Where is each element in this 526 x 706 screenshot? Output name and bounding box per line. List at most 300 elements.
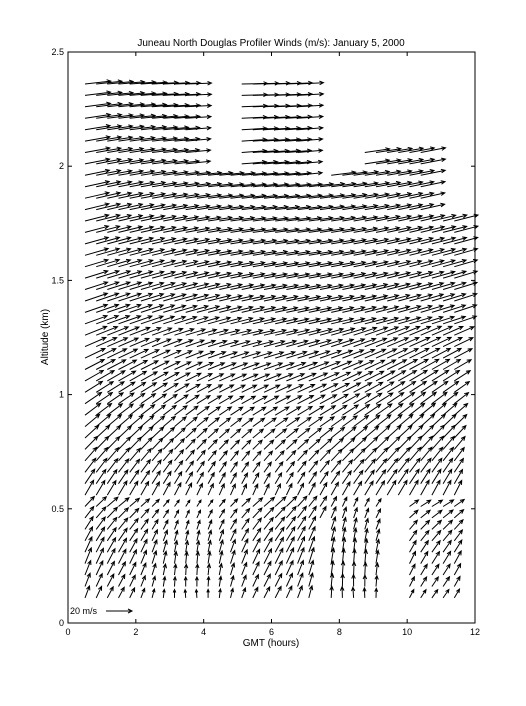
wind-vector — [286, 497, 296, 507]
wind-vector — [342, 517, 346, 529]
wind-vector — [286, 484, 292, 496]
wind-vector — [186, 483, 192, 495]
wind-vector — [454, 520, 463, 530]
wind-vector — [331, 372, 350, 381]
wind-vector — [421, 500, 431, 506]
wind-vector — [107, 426, 120, 438]
wind-vector — [264, 574, 270, 586]
x-tick-label: 12 — [469, 627, 481, 637]
wind-vector — [96, 338, 117, 347]
wind-vector — [130, 509, 139, 518]
wind-vector — [286, 440, 296, 450]
wind-vector — [85, 586, 90, 598]
wind-vector — [119, 549, 126, 563]
wind-vector — [432, 326, 452, 335]
wind-vector — [443, 530, 452, 541]
wind-vector — [432, 500, 443, 506]
wind-vector — [331, 460, 341, 472]
wind-vector — [376, 509, 381, 518]
wind-vector — [342, 449, 353, 461]
wind-vector — [264, 451, 272, 461]
wind-vector — [242, 407, 254, 415]
wind-vector — [410, 359, 429, 369]
wind-vector — [410, 577, 415, 587]
wind-vector — [85, 293, 107, 301]
wind-vector — [186, 329, 205, 335]
wind-vector — [242, 563, 247, 575]
wind-vector — [186, 450, 195, 461]
wind-vector — [163, 316, 185, 324]
wind-vector — [242, 440, 251, 449]
wind-vector — [242, 418, 253, 426]
wind-vector — [320, 428, 333, 438]
wind-vector — [152, 438, 163, 449]
wind-vector — [163, 551, 167, 563]
wind-vector — [443, 577, 449, 587]
wind-vector — [141, 316, 163, 324]
wind-vector — [432, 425, 445, 438]
wind-vector — [331, 438, 343, 449]
wind-vector — [354, 361, 374, 370]
wind-vector — [286, 507, 296, 518]
wind-vector — [186, 531, 189, 541]
wind-vector — [309, 461, 318, 472]
wind-vector — [242, 429, 252, 438]
wind-vector — [410, 590, 414, 598]
wind-vector — [443, 338, 462, 347]
wind-vector — [175, 406, 188, 415]
wind-vector — [298, 506, 307, 518]
wind-vector — [231, 551, 236, 564]
wind-vector — [219, 329, 239, 335]
wind-vector — [387, 437, 400, 450]
x-tick-label: 10 — [402, 627, 413, 637]
wind-vector — [421, 541, 429, 553]
wind-vector — [365, 338, 387, 347]
wind-vector — [219, 564, 223, 575]
wind-vector — [365, 498, 369, 506]
wind-vector — [454, 510, 463, 518]
wind-vector — [185, 541, 189, 553]
wind-vector — [354, 508, 358, 518]
wind-vector — [175, 439, 185, 450]
wind-vector — [186, 521, 189, 530]
wind-vector — [163, 510, 168, 518]
wind-vector — [454, 338, 473, 347]
wind-vector — [197, 451, 205, 461]
wind-vector — [231, 396, 244, 404]
wind-vector — [432, 541, 440, 553]
wind-vector — [208, 520, 212, 529]
wind-vector — [219, 484, 224, 495]
wind-vector — [96, 349, 116, 359]
wind-vector — [331, 171, 355, 175]
wind-vector — [443, 425, 455, 438]
wind-vector — [196, 541, 200, 553]
wind-vector — [443, 541, 451, 553]
wind-vector — [398, 338, 419, 347]
wind-vector — [320, 507, 326, 518]
wind-vector — [85, 270, 108, 278]
wind-vector — [107, 587, 113, 598]
wind-vector — [186, 417, 197, 426]
wind-vector — [219, 510, 224, 518]
wind-vector — [85, 497, 94, 507]
wind-vector — [130, 498, 140, 506]
y-tick-label: 2 — [58, 161, 64, 172]
wind-vector — [340, 587, 344, 598]
wind-vector — [107, 293, 130, 301]
wind-vector — [454, 327, 474, 336]
wind-vectors — [85, 80, 478, 598]
wind-vector — [231, 440, 240, 449]
wind-vector — [107, 360, 125, 370]
wind-vector — [376, 529, 380, 541]
wind-vector — [286, 462, 294, 473]
wind-vector — [175, 450, 184, 461]
wind-vector — [242, 588, 246, 598]
wind-vector — [342, 438, 354, 449]
wind-vector — [275, 340, 296, 346]
wind-vector — [85, 102, 111, 107]
wind-vector — [152, 589, 155, 598]
wind-vector — [141, 563, 146, 575]
wind-vector — [275, 484, 280, 495]
wind-vector — [331, 507, 336, 518]
wind-vector — [342, 350, 363, 358]
wind-vector — [141, 438, 152, 450]
wind-vector — [231, 576, 235, 587]
wind-vector — [365, 481, 373, 495]
wind-vector — [286, 451, 295, 461]
wind-vector — [454, 576, 460, 586]
wind-vector — [410, 510, 418, 518]
wind-vector — [208, 510, 212, 518]
wind-vector — [410, 520, 418, 529]
wind-vector — [175, 483, 181, 495]
wind-vector — [275, 586, 281, 598]
wind-vector — [354, 518, 358, 529]
wind-vector — [195, 577, 198, 587]
wind-vector — [85, 425, 99, 438]
wind-vector — [286, 340, 307, 347]
wind-vector — [186, 439, 195, 449]
wind-vector — [163, 328, 182, 335]
wind-vector — [175, 417, 187, 427]
wind-vector — [119, 327, 140, 335]
wind-vector — [163, 530, 167, 541]
wind-vector — [242, 473, 248, 484]
wind-vector — [421, 510, 430, 518]
wind-vector — [421, 520, 430, 529]
wind-vector — [152, 328, 172, 335]
wind-vector — [219, 589, 222, 598]
wind-vector — [185, 552, 189, 564]
wind-vector — [365, 437, 378, 449]
wind-vector — [286, 561, 293, 575]
wind-vector — [107, 561, 114, 575]
wind-vector — [298, 472, 305, 483]
wind-vector — [152, 460, 161, 472]
wind-vector — [107, 338, 127, 347]
wind-vector — [130, 426, 142, 438]
wind-vector — [197, 500, 201, 506]
wind-vector — [320, 483, 327, 495]
wind-vector — [186, 305, 208, 312]
wind-vector — [107, 437, 119, 450]
wind-vector — [253, 498, 263, 507]
wind-vector — [152, 551, 157, 564]
wind-vector — [432, 577, 438, 587]
wind-vector — [107, 507, 117, 518]
wind-vector — [421, 359, 439, 369]
wind-vector — [186, 428, 196, 438]
wind-vector — [85, 181, 109, 187]
wind-vector — [152, 449, 162, 461]
wind-vector — [376, 437, 389, 450]
y-tick-label: 2.5 — [51, 47, 64, 57]
wind-vector — [264, 429, 275, 438]
wind-vector — [309, 506, 316, 518]
wind-vector — [275, 574, 282, 587]
wind-vector — [208, 440, 217, 450]
wind-vector — [152, 416, 164, 427]
wind-vector — [85, 371, 103, 381]
wind-vector — [141, 589, 145, 598]
wind-vector — [196, 552, 200, 564]
wind-vector — [320, 472, 328, 484]
wind-vector — [186, 500, 190, 506]
wind-vector — [219, 576, 222, 586]
wind-vector — [107, 316, 129, 324]
wind-vector — [365, 508, 369, 518]
wind-vector — [298, 351, 319, 358]
wind-vector — [207, 589, 210, 598]
wind-vector — [119, 293, 142, 301]
wind-vector — [376, 349, 397, 358]
wind-vector — [208, 484, 213, 495]
wind-vector — [175, 520, 179, 529]
wind-vector — [286, 429, 298, 438]
wind-vector — [175, 461, 183, 473]
wind-vector — [130, 316, 152, 324]
wind-vector — [242, 509, 250, 518]
wind-vector — [85, 259, 108, 267]
wind-vector — [130, 338, 149, 346]
wind-vector — [398, 360, 417, 370]
wind-vector — [208, 451, 216, 461]
wind-vector — [264, 341, 285, 347]
reference-vector-label: 20 m/s — [70, 606, 98, 616]
wind-vector — [119, 338, 139, 347]
wind-vector — [309, 373, 328, 381]
x-tick-label: 2 — [133, 627, 139, 637]
wind-vector — [85, 136, 110, 141]
wind-vector — [342, 361, 362, 370]
wind-vector — [163, 460, 172, 472]
wind-vector — [152, 316, 174, 324]
wind-vector — [253, 440, 262, 449]
wind-vector — [208, 317, 230, 324]
wind-vector — [432, 520, 441, 529]
wind-vector — [253, 451, 261, 461]
wind-vector — [410, 531, 417, 541]
wind-vector — [364, 562, 368, 575]
wind-vector — [85, 192, 109, 198]
wind-vector — [275, 407, 289, 415]
wind-vector — [130, 588, 135, 598]
wind-vector — [398, 371, 416, 381]
wind-vector — [242, 330, 263, 336]
wind-vector — [96, 481, 105, 496]
wind-vector — [197, 396, 210, 404]
wind-vector — [421, 577, 427, 587]
wind-vector — [454, 540, 462, 552]
wind-vector — [443, 327, 463, 336]
wind-vector — [141, 339, 160, 347]
wind-vector — [175, 305, 197, 312]
wind-vector — [130, 563, 136, 576]
wind-vector — [454, 564, 460, 575]
wind-vector — [432, 564, 439, 575]
wind-vector — [352, 587, 355, 598]
wind-vector — [253, 473, 259, 484]
wind-vector — [219, 462, 226, 472]
wind-vector — [253, 518, 261, 529]
wind-vector — [398, 326, 420, 335]
wind-vector — [152, 530, 157, 541]
wind-vector — [175, 500, 180, 506]
wind-vector — [186, 395, 199, 404]
wind-vector — [152, 482, 159, 495]
wind-vector — [421, 425, 434, 438]
wind-vector — [365, 519, 369, 530]
wind-vector — [141, 519, 148, 529]
wind-vector — [354, 383, 372, 393]
wind-vector — [365, 448, 377, 461]
chart-title: Juneau North Douglas Profiler Winds (m/s): January 5, 2000 — [137, 38, 405, 49]
wind-vector — [208, 462, 215, 473]
wind-vector — [174, 552, 178, 564]
wind-vector — [208, 530, 212, 541]
y-tick-label: 1 — [58, 389, 64, 400]
wind-vector — [309, 417, 323, 427]
wind-vector — [207, 577, 210, 587]
wind-vector — [174, 541, 178, 553]
wind-vector — [342, 383, 360, 392]
wind-vector — [197, 407, 209, 416]
wind-vector — [275, 418, 287, 427]
wind-vector — [96, 360, 115, 370]
x-tick-label: 8 — [336, 627, 342, 637]
wind-vector — [275, 561, 282, 575]
wind-vector — [275, 352, 295, 359]
wind-vector — [443, 520, 452, 529]
wind-vector — [231, 429, 241, 438]
wind-vector — [298, 428, 310, 438]
wind-vector — [443, 414, 456, 426]
wind-vector — [85, 349, 105, 359]
wind-vector — [130, 448, 141, 461]
wind-vector — [443, 500, 454, 507]
wind-vector — [130, 305, 152, 313]
wind-vector — [264, 462, 271, 472]
wind-vector — [376, 371, 395, 381]
wind-vector — [85, 214, 109, 221]
wind-vector — [298, 586, 303, 598]
wind-vector — [208, 540, 212, 552]
reference-arrow — [106, 609, 132, 613]
wind-vector — [184, 577, 187, 587]
wind-vector — [119, 304, 141, 312]
wind-vector — [320, 362, 340, 370]
wind-vector — [231, 329, 252, 335]
wind-vector — [141, 482, 149, 496]
wind-vector — [330, 574, 334, 587]
wind-vector — [286, 586, 291, 598]
wind-vector — [119, 316, 141, 324]
wind-vector — [387, 338, 408, 347]
wind-vector — [163, 589, 166, 598]
wind-vector — [219, 551, 223, 564]
wind-vector — [141, 416, 154, 427]
wind-vector — [298, 362, 317, 369]
wind-vector — [197, 484, 203, 496]
wind-vector — [432, 590, 438, 598]
wind-vector — [375, 563, 379, 575]
wind-vector — [85, 237, 108, 244]
wind-vector — [331, 482, 338, 495]
wind-vector — [341, 561, 345, 575]
wind-vector — [107, 304, 129, 312]
wind-vector — [208, 396, 221, 404]
wind-vector — [275, 497, 286, 507]
wind-vector — [410, 541, 417, 553]
wind-vector — [421, 531, 429, 541]
wind-vector — [219, 396, 232, 404]
wind-vector — [119, 426, 132, 438]
wind-vector — [253, 429, 263, 438]
wind-vector — [141, 305, 163, 313]
wind-vector — [376, 382, 394, 392]
wind-vector — [219, 451, 227, 461]
wind-vector — [163, 577, 166, 587]
wind-vector — [107, 349, 126, 358]
wind-vector — [197, 429, 207, 439]
wind-vector — [398, 382, 415, 393]
wind-vector — [231, 509, 238, 518]
wind-vector — [253, 418, 265, 426]
y-axis-label: Altitude (km) — [40, 308, 51, 366]
wind-vector — [152, 564, 156, 575]
wind-vector — [174, 564, 177, 575]
wind-vector — [443, 349, 461, 359]
wind-vector — [443, 564, 450, 575]
wind-vector — [365, 349, 386, 358]
wind-vector — [130, 519, 138, 530]
wind-vector — [432, 531, 441, 541]
wind-vector — [107, 481, 116, 495]
x-tick-label: 0 — [65, 627, 71, 637]
wind-vector — [197, 531, 200, 541]
wind-vector — [242, 341, 262, 347]
wind-vector — [208, 551, 212, 563]
wind-vector — [186, 472, 193, 484]
wind-vector — [219, 429, 229, 438]
wind-vector — [231, 473, 237, 484]
wind-vector — [387, 371, 405, 381]
wind-vector — [219, 500, 225, 507]
